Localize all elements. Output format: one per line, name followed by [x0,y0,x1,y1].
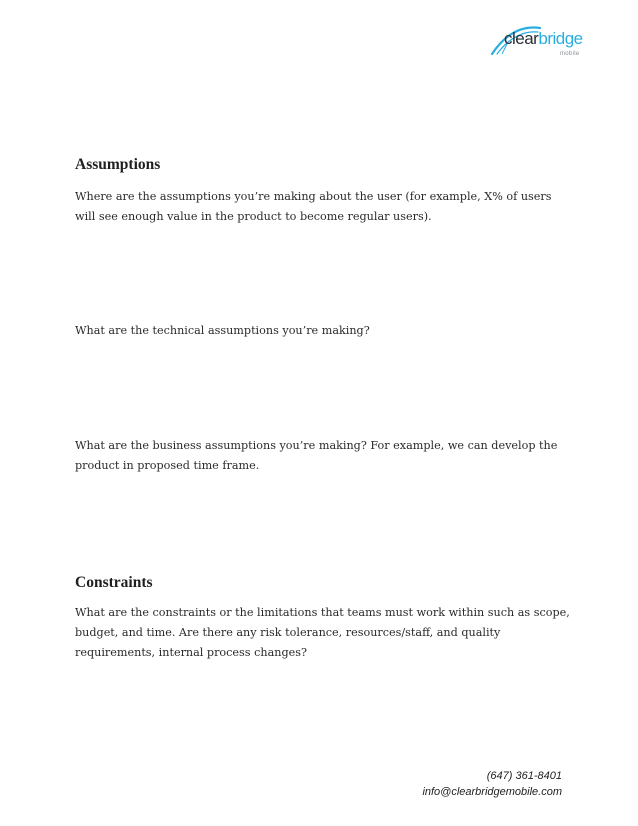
logo-word-clear: clear [504,29,539,48]
paragraph-business-assumptions: What are the business assumptions you’re making? For example, we can develop the product in proposed time frame. [75,439,558,472]
logo-subtitle: mobile [560,51,580,57]
paragraph-user-assumptions: Where are the assumptions you’re making about the user (for example, X% of users will see enough value in the product to become regular users). [75,190,552,223]
footer-phone: (647) 361-8401 [486,770,562,782]
paragraph-technical-assumptions: What are the technical assumptions you’re making? [75,324,370,337]
footer-email[interactable]: info@clearbridgemobile.com [422,786,562,798]
paragraph-constraints: What are the constraints or the limitations that teams must work within such as scope, budget, and time. Are there any risk tolerance, resources/staff, and quality requirements, internal process changes? [75,606,570,659]
clearbridge-logo[interactable] [488,22,588,62]
logo-word-bridge: bridge [538,29,583,48]
section-heading-assumptions: Assumptions [75,156,161,173]
section-heading-constraints: Constraints [75,574,153,591]
logo-wordmark [504,29,583,49]
